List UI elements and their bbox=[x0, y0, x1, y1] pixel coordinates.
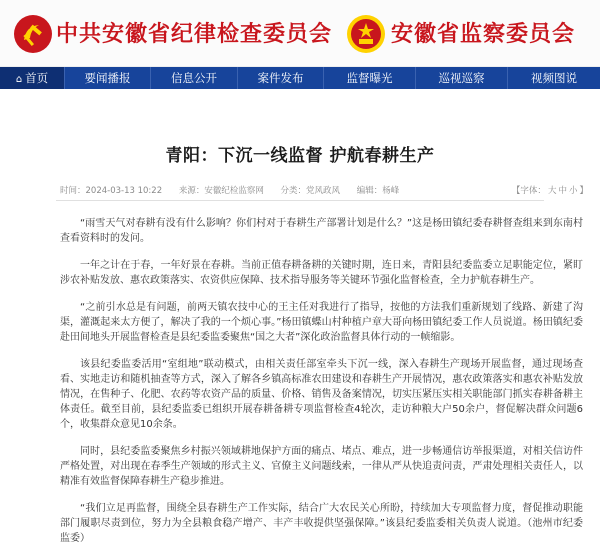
article-source: 来源：安徽纪检监察网 bbox=[178, 186, 264, 196]
article-title: 青阳：下沉一线监督 护航春耕生产 bbox=[165, 146, 435, 166]
font-size-small[interactable]: 小 bbox=[568, 186, 578, 196]
article-paragraph: “我们立足再监督，围绕全县春耕生产工作实际，结合广大农民关心所盼，持续加大专项监督力度，督促推动职能部门履职尽责到位，努力为全县粮食稳产增产、丰产丰收提供坚强保障。”该县纪委监委相关负责人说道。（池州市纪委监委） bbox=[60, 503, 583, 544]
site-header bbox=[0, 0, 600, 67]
article-time: 时间：2024-03-13 10:22 bbox=[60, 186, 163, 196]
font-size-medium[interactable]: 中 bbox=[558, 186, 567, 196]
article-body bbox=[60, 216, 583, 558]
article-meta bbox=[60, 184, 590, 200]
party-emblem-icon bbox=[13, 14, 53, 54]
article-container bbox=[0, 89, 600, 544]
article-paragraph: “雨雪天气对春耕有没有什么影响？你们村对于春耕生产部署计划是什么？”这是杨田镇纪委春耕督查组来到东南村查看资料时的发问。 bbox=[60, 218, 583, 244]
nav-item-disclosure[interactable]: 信息公开 bbox=[151, 67, 238, 89]
nav-item-exposure[interactable]: 监督曝光 bbox=[324, 67, 416, 89]
article-paragraph: 一年之计在于春，一年好景在春耕。当前正值春耕备耕的关键时期，连日来，青阳县纪委监委立足职能定位，紧盯涉农补贴发放、惠农政策落实、农资供应保障、技术指导服务等关键环节强化监督检查，全力护航春耕生产。 bbox=[60, 260, 583, 286]
national-emblem-icon bbox=[346, 14, 386, 54]
nav-item-home[interactable]: ⌂ 首页 bbox=[0, 67, 65, 89]
nav-item-cases[interactable]: 案件发布 bbox=[238, 67, 324, 89]
article-paragraph: “之前引水总是有问题，前两天镇农技中心的王主任对我进行了指导，按他的方法我们重新规划了线路、新建了沟渠，灌溉起来太方便了，解决了我的一个烦心事。”杨田镇蝶山村种植户章大哥向杨田镇纪委工作人员说道。杨田镇纪委赴田间地头开展监督检查是县纪委监委聚焦“国之大者”深化政治监督具体行动的一帧缩影。 bbox=[60, 302, 583, 343]
site-title-supervision[interactable]: 安徽省监察委员会 bbox=[391, 21, 576, 47]
nav-item-inspection[interactable]: 巡视巡察 bbox=[416, 67, 508, 89]
nav-item-news[interactable]: 要闻播报 bbox=[65, 67, 151, 89]
home-icon: ⌂ bbox=[15, 74, 23, 85]
nav-item-video[interactable]: 视频图说 bbox=[531, 71, 577, 85]
meta-divider bbox=[56, 200, 544, 201]
article-paragraph: 该县纪委监委活用“室组地”联动模式，由相关责任部室牵头下沉一线，深入春耕生产现场开展监督，通过现场查看、实地走访和随机抽查等方式，深入了解各乡镇高标准农田建设和春耕生产开展情况，惠农政策落实和惠农补贴发放情况，在售种子、化肥、农药等农资产品的质量、价格、销售及备案情况，切实压紧压实相关职能部门抓实春耕备耕主体责任。截至目前，县纪委监委已组织开展春耕备耕专项监督检查4轮次，走访种粮大户50余户，督促解决群众问题6个，收集群众意见10余条。 bbox=[60, 359, 583, 430]
site-title-cpc-discipline[interactable]: 中共安徽省纪律检查委员会 bbox=[56, 21, 333, 47]
article-category: 分类：党风政风 bbox=[280, 186, 341, 196]
font-size-switch: 【字体： 大 中 小 】 bbox=[511, 186, 588, 196]
main-nav bbox=[0, 67, 600, 89]
font-size-large[interactable]: 大 bbox=[547, 186, 557, 196]
article-editor: 编辑：杨峰 bbox=[356, 186, 400, 196]
article-paragraph: 同时，县纪委监委聚焦乡村振兴领域耕地保护方面的痛点、堵点、难点，进一步畅通信访举报渠道，对相关信访件严格处置，对出现在春季生产领域的形式主义、官僚主义问题线索，一律从严从快追责问责，严肃处理相关责任人，以精准有效监督保障春耕生产稳步推进。 bbox=[60, 446, 583, 487]
